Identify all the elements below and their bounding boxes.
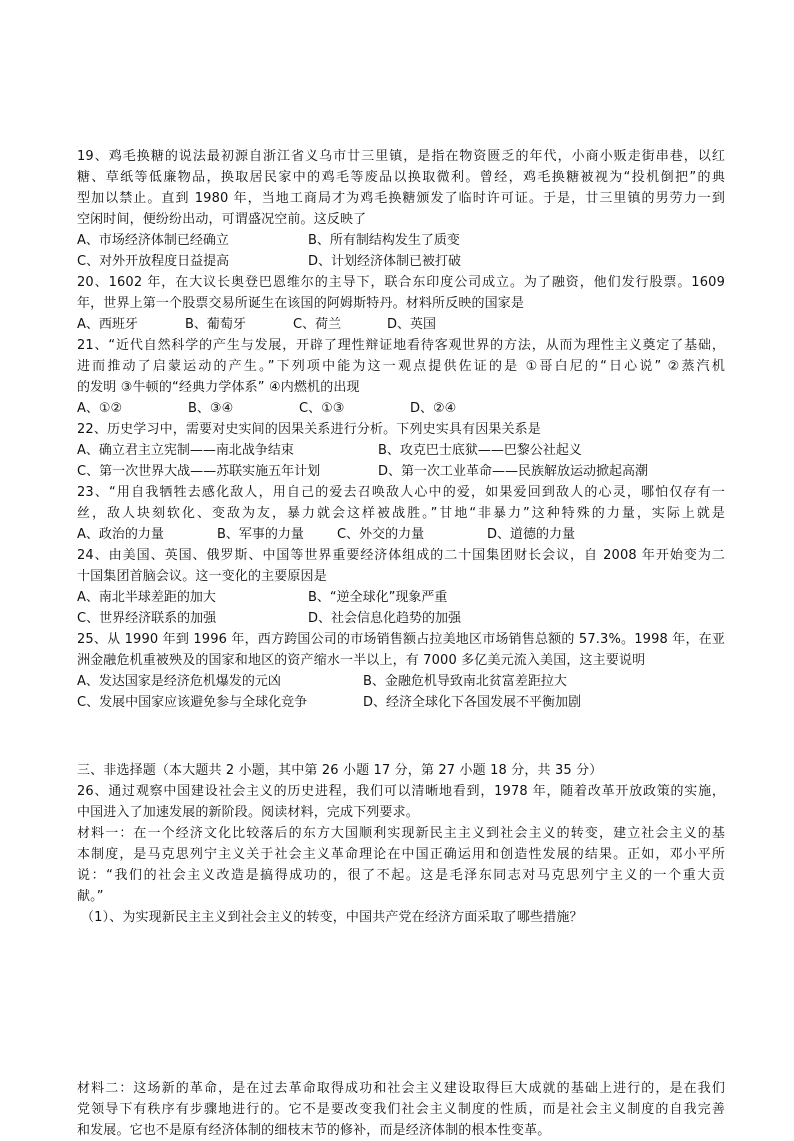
question-text-line: 19、鸡毛换糖的说法最初源自浙江省义乌市廿三里镇，是指在物资匮乏的年代，小商小贩走街串巷，以红 xyxy=(77,149,725,164)
option-c: C、①③ xyxy=(299,401,345,416)
options-row xyxy=(77,398,725,419)
question-text-line: 23、“用自我牺牲去感化敌人，用自己的爱去召唤敌人心中的爱，如果爱回到敌人的心灵，哪怕仅存有一 xyxy=(77,485,725,500)
option-b: B、③④ xyxy=(188,401,234,416)
question-text-line: 25、从 1990 年到 1996 年，西方跨国公司的市场销售额占拉美地区市场销售总额的 57.3%。1998 年，在亚 xyxy=(77,632,725,647)
question-text-line: 进而推动了启蒙运动的产生。”下列项中能为这一观点提供佐证的是 ①哥白尼的“日心说” ②蒸汽机 xyxy=(77,359,725,374)
question-text-line: 丝，敌人块刻软化、变敌为友，暴力就会这样被战胜。”甘地“非暴力”这种特殊的力量，实际上就是 xyxy=(77,506,725,521)
options-row xyxy=(77,692,725,713)
answer-space xyxy=(77,928,725,1078)
option-d: D、计划经济体制已被打破 xyxy=(308,254,462,269)
option-b: B、军事的力量 xyxy=(217,527,304,542)
question-text-line: 型加以禁止。直到 1980 年，当地工商局才为鸡毛换糖颁发了临时许可证。于是，廿三里镇的男劳力一到 xyxy=(77,191,725,206)
option-a: A、①② xyxy=(77,401,123,416)
question-text-line: 的发明 ③牛顿的“经典力学体系” ④内燃机的出现 xyxy=(77,380,360,395)
options-row xyxy=(77,671,725,692)
options-row xyxy=(77,440,725,461)
question-text-line: 24、由美国、英国、俄罗斯、中国等世界重要经济体组成的二十国集团财长会议，自 2008 年开始变为二 xyxy=(77,548,725,563)
section-spacer xyxy=(77,713,725,760)
options-row xyxy=(77,608,725,629)
material-two-line: 材料二：这场新的革命，是在过去革命取得成功和社会主义建设取得巨大成就的基础上进行的，是在我们 xyxy=(77,1081,725,1096)
option-b: B、金融危机导致南北贫富差距拉大 xyxy=(363,674,567,689)
option-a: A、市场经济体制已经确立 xyxy=(77,233,229,248)
option-b: B、所有制结构发生了质变 xyxy=(308,233,460,248)
question-25 xyxy=(77,629,725,713)
question-text-line: 年，世界上第一个股票交易所诞生在该国的阿姆斯特丹。材料所反映的国家是 xyxy=(77,296,525,311)
options-row xyxy=(77,251,725,272)
question-text-line: 空闲时间，便纷纷出动，可谓盛况空前。这反映了 xyxy=(77,212,367,227)
question-text-line: 十国集团首脑会议。这一变化的主要原因是 xyxy=(77,569,327,584)
question-19 xyxy=(77,146,725,272)
option-c: C、第一次世界大战——苏联实施五年计划 xyxy=(77,464,321,479)
material-two-line: 党领导下有秩序有步骤地进行的。它不是要改变我们社会主义制度的性质，而是社会主义制度的自我完善 xyxy=(77,1102,725,1117)
question-text-line: 22、历史学习中，需要对史实间的因果关系进行分析。下列史实具有因果关系是 xyxy=(77,422,541,437)
options-row xyxy=(77,230,725,251)
option-c: C、世界经济联系的加强 xyxy=(77,611,217,626)
option-b: B、葡萄牙 xyxy=(185,317,246,332)
option-a: A、政治的力量 xyxy=(77,527,164,542)
exam-page xyxy=(77,146,725,1141)
question-21 xyxy=(77,335,725,419)
option-c: C、外交的力量 xyxy=(337,527,425,542)
option-d: D、社会信息化趋势的加强 xyxy=(308,611,462,626)
section-non-choice xyxy=(77,760,725,1141)
question-26-text-line: 26、通过观察中国建设社会主义的历史进程，我们可以清晰地看到，1978 年，随着改革开放政策的实施， xyxy=(77,784,725,799)
option-d: D、道德的力量 xyxy=(487,527,576,542)
option-d: D、英国 xyxy=(387,317,437,332)
question-26-text-line: 中国进入了加速发展的新阶段。阅读材料，完成下列要求。 xyxy=(77,805,419,820)
options-row xyxy=(77,461,725,482)
question-text-line: 洲金融危机重被殃及的国家和地区的资产缩水一半以上，有 7000 多亿美元流入美国，这主要说明 xyxy=(77,653,646,668)
question-20 xyxy=(77,272,725,335)
option-c: C、对外开放程度日益提高 xyxy=(77,254,230,269)
question-text-line: 糖、草纸等低廉物品，换取居民家中的鸡毛等废品以换取微利。曾经，鸡毛换糖被视为“投机倒把”的典 xyxy=(77,170,725,185)
option-d: D、②④ xyxy=(410,401,457,416)
option-a: A、确立君主立宪制——南北战争结束 xyxy=(77,443,294,458)
section-heading: 三、非选择题（本大题共 2 小题，其中第 26 小题 17 分，第 27 小题 18 分，共 35 分） xyxy=(77,763,603,778)
option-a: A、西班牙 xyxy=(77,317,138,332)
options-row xyxy=(77,524,725,545)
material-one-line: 说：“我们的社会主义改造是搞得成功的，很了不起。这是毛泽东同志对马克思列宁主义的一个重大贡 xyxy=(77,868,725,883)
options-row xyxy=(77,314,725,335)
option-d: D、第一次工业革命——民族解放运动掀起高潮 xyxy=(378,464,649,479)
material-two-line: 和发展。它也不是原有经济体制的细枝末节的修补，而是经济体制的根本性变革。 xyxy=(77,1123,551,1138)
question-24 xyxy=(77,545,725,629)
question-text-line: 20、1602 年，在大议长奥登巴恩维尔的主导下，联合东印度公司成立。为了融资，他们发行股票。1609 xyxy=(77,275,725,290)
option-a: A、南北半球差距的加大 xyxy=(77,590,216,605)
options-row xyxy=(77,587,725,608)
question-22 xyxy=(77,419,725,482)
option-c: C、发展中国家应该避免参与全球化竞争 xyxy=(77,695,308,710)
material-one-line: 材料一：在一个经济文化比较落后的东方大国顺利实现新民主主义到社会主义的转变，建立社会主义的基 xyxy=(77,826,725,841)
option-b: B、“逆全球化”现象严重 xyxy=(308,590,448,605)
option-d: D、经济全球化下各国发展不平衡加剧 xyxy=(363,695,582,710)
option-c: C、荷兰 xyxy=(293,317,342,332)
material-one-line: 本制度，是马克思列宁主义关于社会主义革命理论在中国正确运用和创造性发展的结果。正如，邓小平所 xyxy=(77,847,725,862)
material-one-line: 献。” xyxy=(77,889,104,904)
option-a: A、发达国家是经济危机爆发的元凶 xyxy=(77,674,281,689)
sub-question-1: （1）、为实现新民主主义到社会主义的转变，中国共产党在经济方面采取了哪些措施？ xyxy=(81,910,583,925)
question-text-line: 21、“近代自然科学的产生与发展，开辟了理性辩证地看待客观世界的方法，从而为理性主义奠定了基础， xyxy=(77,338,725,353)
question-23 xyxy=(77,482,725,545)
option-b: B、攻克巴士底狱——巴黎公社起义 xyxy=(378,443,582,458)
